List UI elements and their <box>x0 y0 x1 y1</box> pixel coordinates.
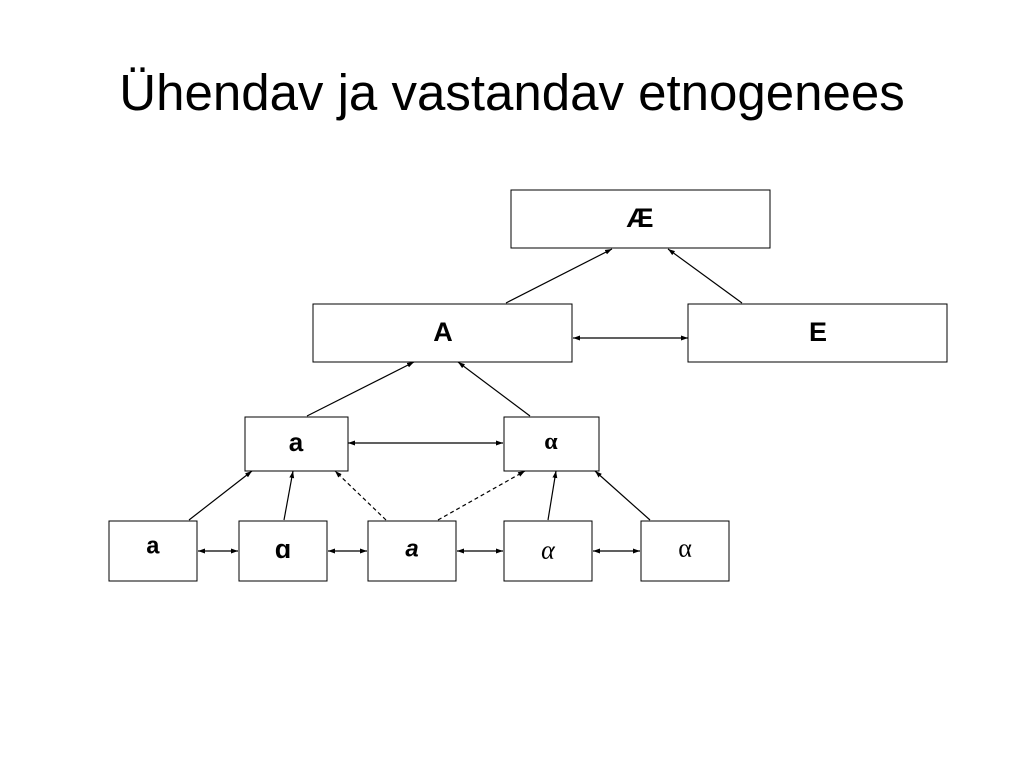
edge-leaf3-to-a-upper <box>335 471 386 520</box>
edge-leaf2-to-a-upper <box>284 471 293 520</box>
node-leaf-3-label: a <box>405 535 419 563</box>
node-root-label: Æ <box>626 203 654 233</box>
node-a-upper-label: a <box>288 427 304 457</box>
node-alpha-upper-label: α <box>544 429 558 455</box>
edge-leaf5-to-alpha-upper <box>595 471 650 520</box>
edge-leaf3-to-alpha-upper <box>438 471 525 520</box>
node-root <box>511 190 770 248</box>
node-leaf-5 <box>641 521 729 581</box>
node-A <box>313 304 572 362</box>
node-alpha-upper <box>504 417 599 471</box>
node-leaf-2-label: ɑ <box>274 534 292 564</box>
node-leaf-3 <box>368 521 456 581</box>
edge-leaf4-to-alpha-upper <box>548 471 556 520</box>
slide-title: Ühendav ja vastandav etnogenees <box>119 64 905 121</box>
node-a-upper <box>245 417 348 471</box>
edge-a-upper-to-A <box>307 362 414 416</box>
node-leaf-1 <box>109 521 197 581</box>
node-E-label: E <box>808 317 828 347</box>
node-E <box>688 304 947 362</box>
node-leaf-2 <box>239 521 327 581</box>
edge-alpha-upper-to-A <box>458 362 530 416</box>
node-leaf-1-label: a <box>145 534 161 562</box>
edge-leaf1-to-a-upper <box>189 471 252 520</box>
edge-A-to-root <box>506 249 612 303</box>
edge-E-to-root <box>668 249 742 303</box>
node-A-label: A <box>433 317 453 347</box>
node-leaf-5-label: α <box>678 533 692 563</box>
node-leaf-4 <box>504 521 592 581</box>
node-leaf-4-label: α <box>541 535 555 565</box>
